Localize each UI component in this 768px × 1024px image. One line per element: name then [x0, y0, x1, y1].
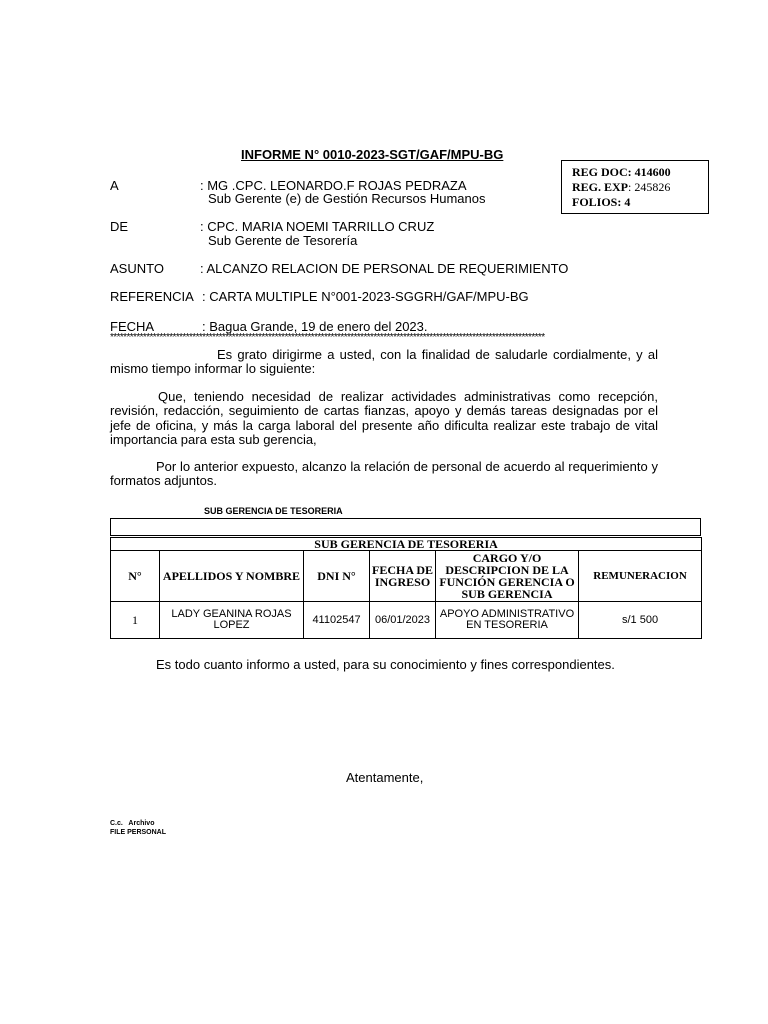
- cc-line-1: C.c. Archivo: [110, 820, 155, 827]
- document-title: INFORME N° 0010-2023-SGT/GAF/MPU-BG: [241, 147, 504, 162]
- cell-date: 06/01/2023: [370, 602, 436, 639]
- col-header-dni: DNI N°: [304, 551, 370, 602]
- header-de-label: DE: [110, 219, 129, 234]
- header-fecha-value: : Bagua Grande, 19 de enero del 2023.: [202, 319, 428, 334]
- cell-dni: 41102547: [304, 602, 370, 639]
- col-header-role: CARGO Y/O DESCRIPCION DE LA FUNCIÓN GERENCIA O SUB GERENCIA: [436, 551, 579, 602]
- cell-number: 1: [111, 602, 160, 639]
- col-header-date: FECHA DE INGRESO: [370, 551, 436, 602]
- cell-salary: s/1 500: [579, 602, 702, 639]
- header-a-label: A: [110, 178, 119, 193]
- table-top-strip-cell: [111, 519, 701, 536]
- table-caption: SUB GERENCIA DE TESORERIA: [204, 506, 343, 516]
- registration-box: [561, 160, 709, 214]
- personnel-table: [110, 537, 702, 639]
- paragraph-1: Es grato dirigirme a usted, con la finalidad de saludarle cordialmente, y al mismo tiempo informar lo siguiente:: [110, 347, 658, 377]
- cell-name: LADY GEANINA ROJAS LOPEZ: [160, 602, 304, 639]
- header-asunto-label: ASUNTO: [110, 261, 164, 276]
- col-header-salary: REMUNERACION: [579, 551, 702, 602]
- header-fecha-label: FECHA: [110, 319, 155, 334]
- reg-exp-label: REG. EXP: [572, 180, 629, 194]
- header-referencia-value: : CARTA MULTIPLE N°001-2023-SGGRH/GAF/MPU-BG: [202, 289, 529, 304]
- header-a-value: : MG .CPC. LEONARDO.F ROJAS PEDRAZA: [200, 178, 467, 193]
- reg-doc: REG DOC: 414600: [572, 165, 671, 179]
- header-asunto-value: : ALCANZO RELACION DE PERSONAL DE REQUERIMIENTO: [200, 261, 569, 276]
- col-header-name: APELLIDOS Y NOMBRE: [160, 551, 304, 602]
- header-de-value: : CPC. MARIA NOEMI TARRILLO CRUZ: [200, 219, 435, 234]
- cc-line-2: FILE PERSONAL: [110, 829, 167, 836]
- reg-exp-value: : 245826: [628, 180, 671, 194]
- table-band-title: SUB GERENCIA DE TESORERIA: [111, 538, 702, 551]
- table-row: [111, 602, 702, 639]
- separator-line: ************************************************************************************************************************************: [110, 333, 545, 343]
- closing-text: Es todo cuanto informo a usted, para su conocimiento y fines correspondientes.: [156, 657, 615, 672]
- header-a-sub: Sub Gerente (e) de Gestión Recursos Humanos: [208, 191, 486, 206]
- paragraph-2: Que, teniendo necesidad de realizar actividades administrativas como recepción, revisión, redacción, seguimiento de cartas fianzas, apoyo y demás tareas designadas por el jefe de oficina, y más la carga laboral del presente año dificulta realizar este trabajo de vital importancia para esta sub gerencia,: [110, 389, 658, 448]
- cc-block: [110, 819, 166, 837]
- paragraph-3: Por lo anterior expuesto, alcanzo la relación de personal de acuerdo al requerimiento y formatos adjuntos.: [110, 459, 658, 489]
- table-top-strip: [110, 518, 701, 536]
- signoff: Atentamente,: [346, 770, 424, 785]
- folios: FOLIOS: 4: [572, 195, 631, 209]
- reg-exp: [572, 180, 708, 195]
- header-de-sub: Sub Gerente de Tesorería: [208, 233, 358, 248]
- cell-role: APOYO ADMINISTRATIVO EN TESORERIA: [436, 602, 579, 639]
- col-header-number: N°: [111, 551, 160, 602]
- header-referencia-label: REFERENCIA: [110, 289, 194, 304]
